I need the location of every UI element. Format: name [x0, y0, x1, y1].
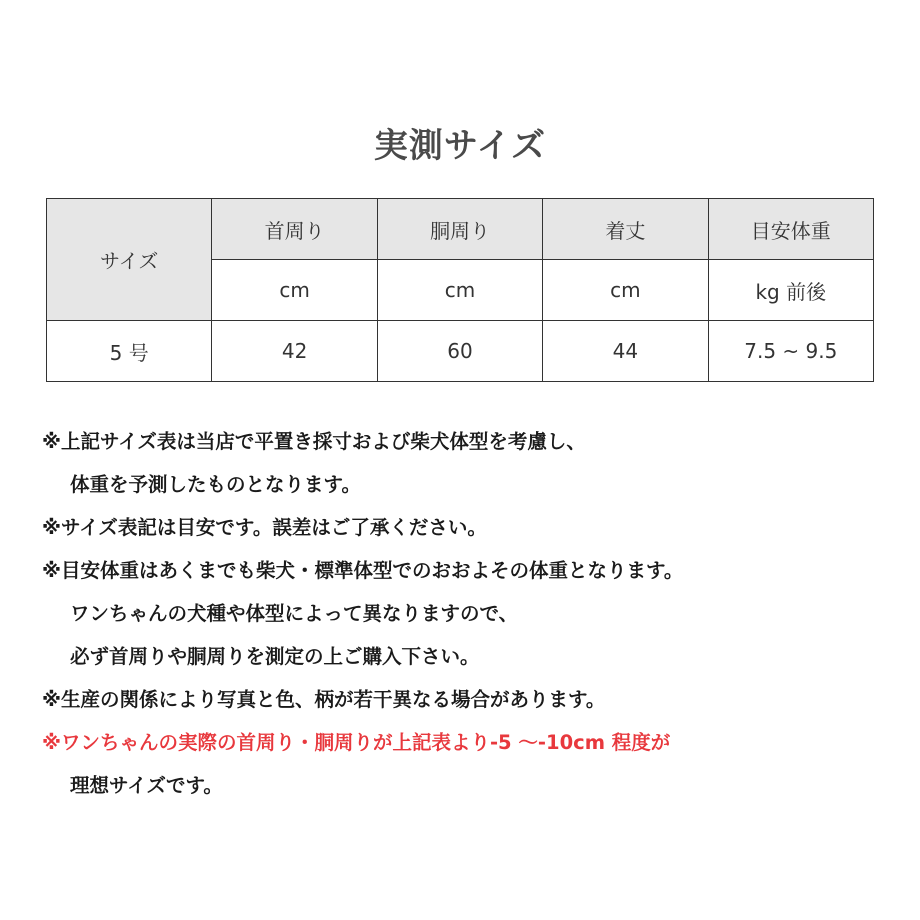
column-header-neck: 首周り	[212, 199, 377, 260]
weight-value-cell: 7.5 ~ 9.5	[708, 321, 873, 382]
note-line: ※目安体重はあくまでも柴犬・標準体型でのおおよその体重となります。	[42, 559, 684, 582]
note-line: 必ず首周りや胴周りを測定の上ご購入下さい。	[70, 645, 480, 668]
page-title: 実測サイズ	[373, 126, 547, 166]
neck-value-cell: 42	[212, 321, 377, 382]
unit-cell-chest: cm	[377, 260, 542, 321]
size-header-cell: サイズ	[47, 199, 212, 321]
note-line: 体重を予測したものとなります。	[70, 473, 361, 496]
unit-cell-length: cm	[543, 260, 708, 321]
table-row	[47, 321, 874, 382]
unit-cell-weight: kg 前後	[708, 260, 873, 321]
column-header-weight: 目安体重	[708, 199, 873, 260]
length-value-cell: 44	[543, 321, 708, 382]
column-header-length: 着丈	[543, 199, 708, 260]
chest-value-cell: 60	[377, 321, 542, 382]
note-line: ※上記サイズ表は当店で平置き採寸および柴犬体型を考慮し、	[42, 430, 586, 453]
table-header-row	[47, 199, 874, 260]
note-line: 理想サイズです。	[70, 774, 223, 797]
note-line-highlight: ※ワンちゃんの実際の首周り・胴周りが上記表より-5 ～-10cm 程度が	[42, 731, 671, 754]
note-line: ワンちゃんの犬種や体型によって異なりますので、	[70, 602, 519, 625]
notes-section	[42, 420, 902, 807]
size-value-cell: 5 号	[47, 321, 212, 382]
note-line: ※サイズ表記は目安です。誤差はご了承ください。	[42, 516, 487, 539]
note-line: ※生産の関係により写真と色、柄が若干異なる場合があります。	[42, 688, 606, 711]
size-table	[46, 198, 874, 382]
unit-cell-neck: cm	[212, 260, 377, 321]
column-header-chest: 胴周り	[377, 199, 542, 260]
